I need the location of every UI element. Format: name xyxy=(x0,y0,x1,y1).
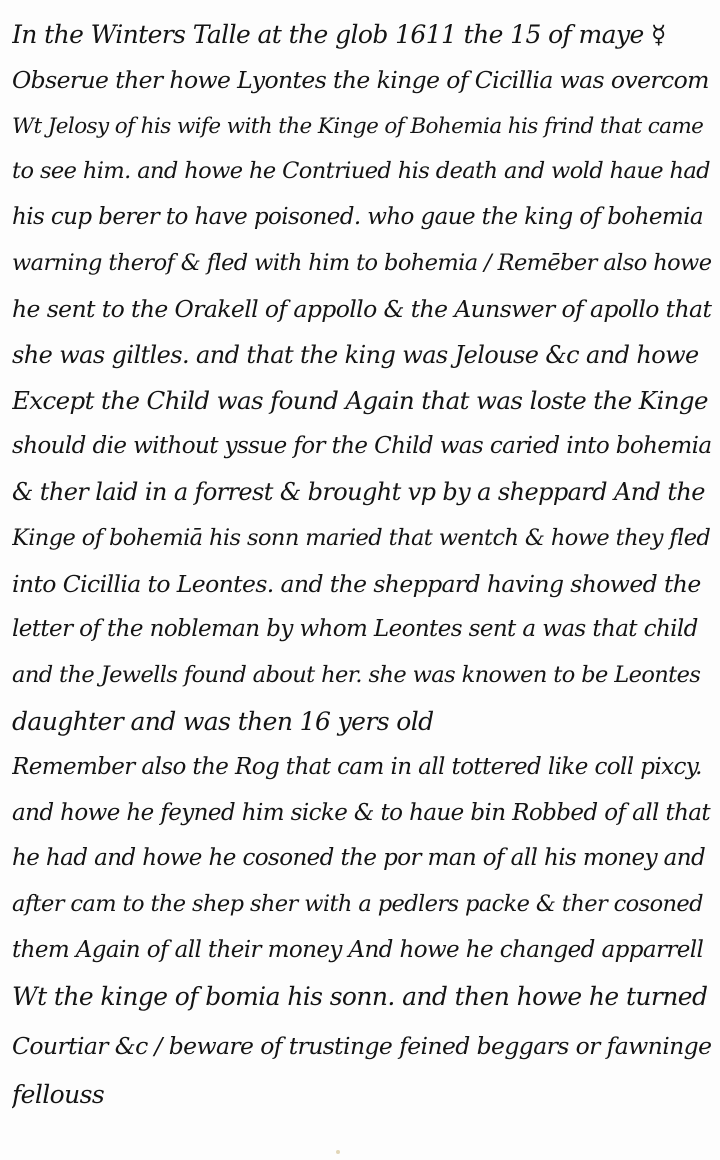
text-line: Except the Child was found Again that was loste the Kinge xyxy=(12,386,708,416)
text-line: In the Winters Talle at the glob 1611 the 15 of maye ☿ xyxy=(12,20,666,49)
text-line: Courtiar &c / beware of trustinge feined beggars or fawninge xyxy=(12,1031,712,1060)
text-line: Wt Jelosy of his wife with the Kinge of Bohemia his frind that came xyxy=(12,113,704,139)
text-line: daughter and was then 16 yers old xyxy=(12,706,434,736)
text-line: and howe he feyned him sicke & to haue bin Robbed of all that xyxy=(12,799,711,826)
text-line: Obserue ther howe Lyontes the kinge of Cicillia was overcom xyxy=(12,65,709,94)
text-line: & ther laid in a forrest & brought vp by a sheppard And the xyxy=(12,477,705,506)
text-line: he had and howe he cosoned the por man of all his money and xyxy=(12,845,706,872)
text-line: and the Jewells found about her. she was knowen to be Leontes xyxy=(12,662,701,689)
text-line: she was giltles. and that the king was Jelouse &c and howe xyxy=(12,340,699,369)
text-line: his cup berer to have poisoned. who gaue the king of bohemia xyxy=(12,204,703,231)
text-line: letter of the nobleman by whom Leontes sent a was that child xyxy=(12,616,698,643)
text-line: to see him. and howe he Contriued his death and wold haue had xyxy=(12,158,710,185)
text-line: Wt the kinge of bomia his sonn. and then howe he turned xyxy=(12,981,708,1011)
text-line: after cam to the shep sher with a pedlers packe & ther cosoned xyxy=(12,891,703,918)
text-line: warning therof & fled with him to bohemia / Remēber also howe xyxy=(12,249,712,276)
text-line: fellouss xyxy=(12,1079,105,1109)
text-line: Kinge of bohemiā his sonn maried that wentch & howe they fled xyxy=(12,524,711,551)
text-line: them Again of all their money And howe he changed apparrell xyxy=(12,936,704,963)
handwritten-text-block xyxy=(12,12,712,1117)
text-line: into Cicillia to Leontes. and the sheppard having showed the xyxy=(12,569,701,598)
text-line: he sent to the Orakell of appollo & the Aunswer of apollo that xyxy=(12,294,712,323)
text-line: should die without yssue for the Child was caried into bohemia xyxy=(12,433,712,460)
text-line: Remember also the Rog that cam in all tottered like coll pixcy. xyxy=(12,753,702,780)
paper-smudge xyxy=(336,1150,340,1154)
